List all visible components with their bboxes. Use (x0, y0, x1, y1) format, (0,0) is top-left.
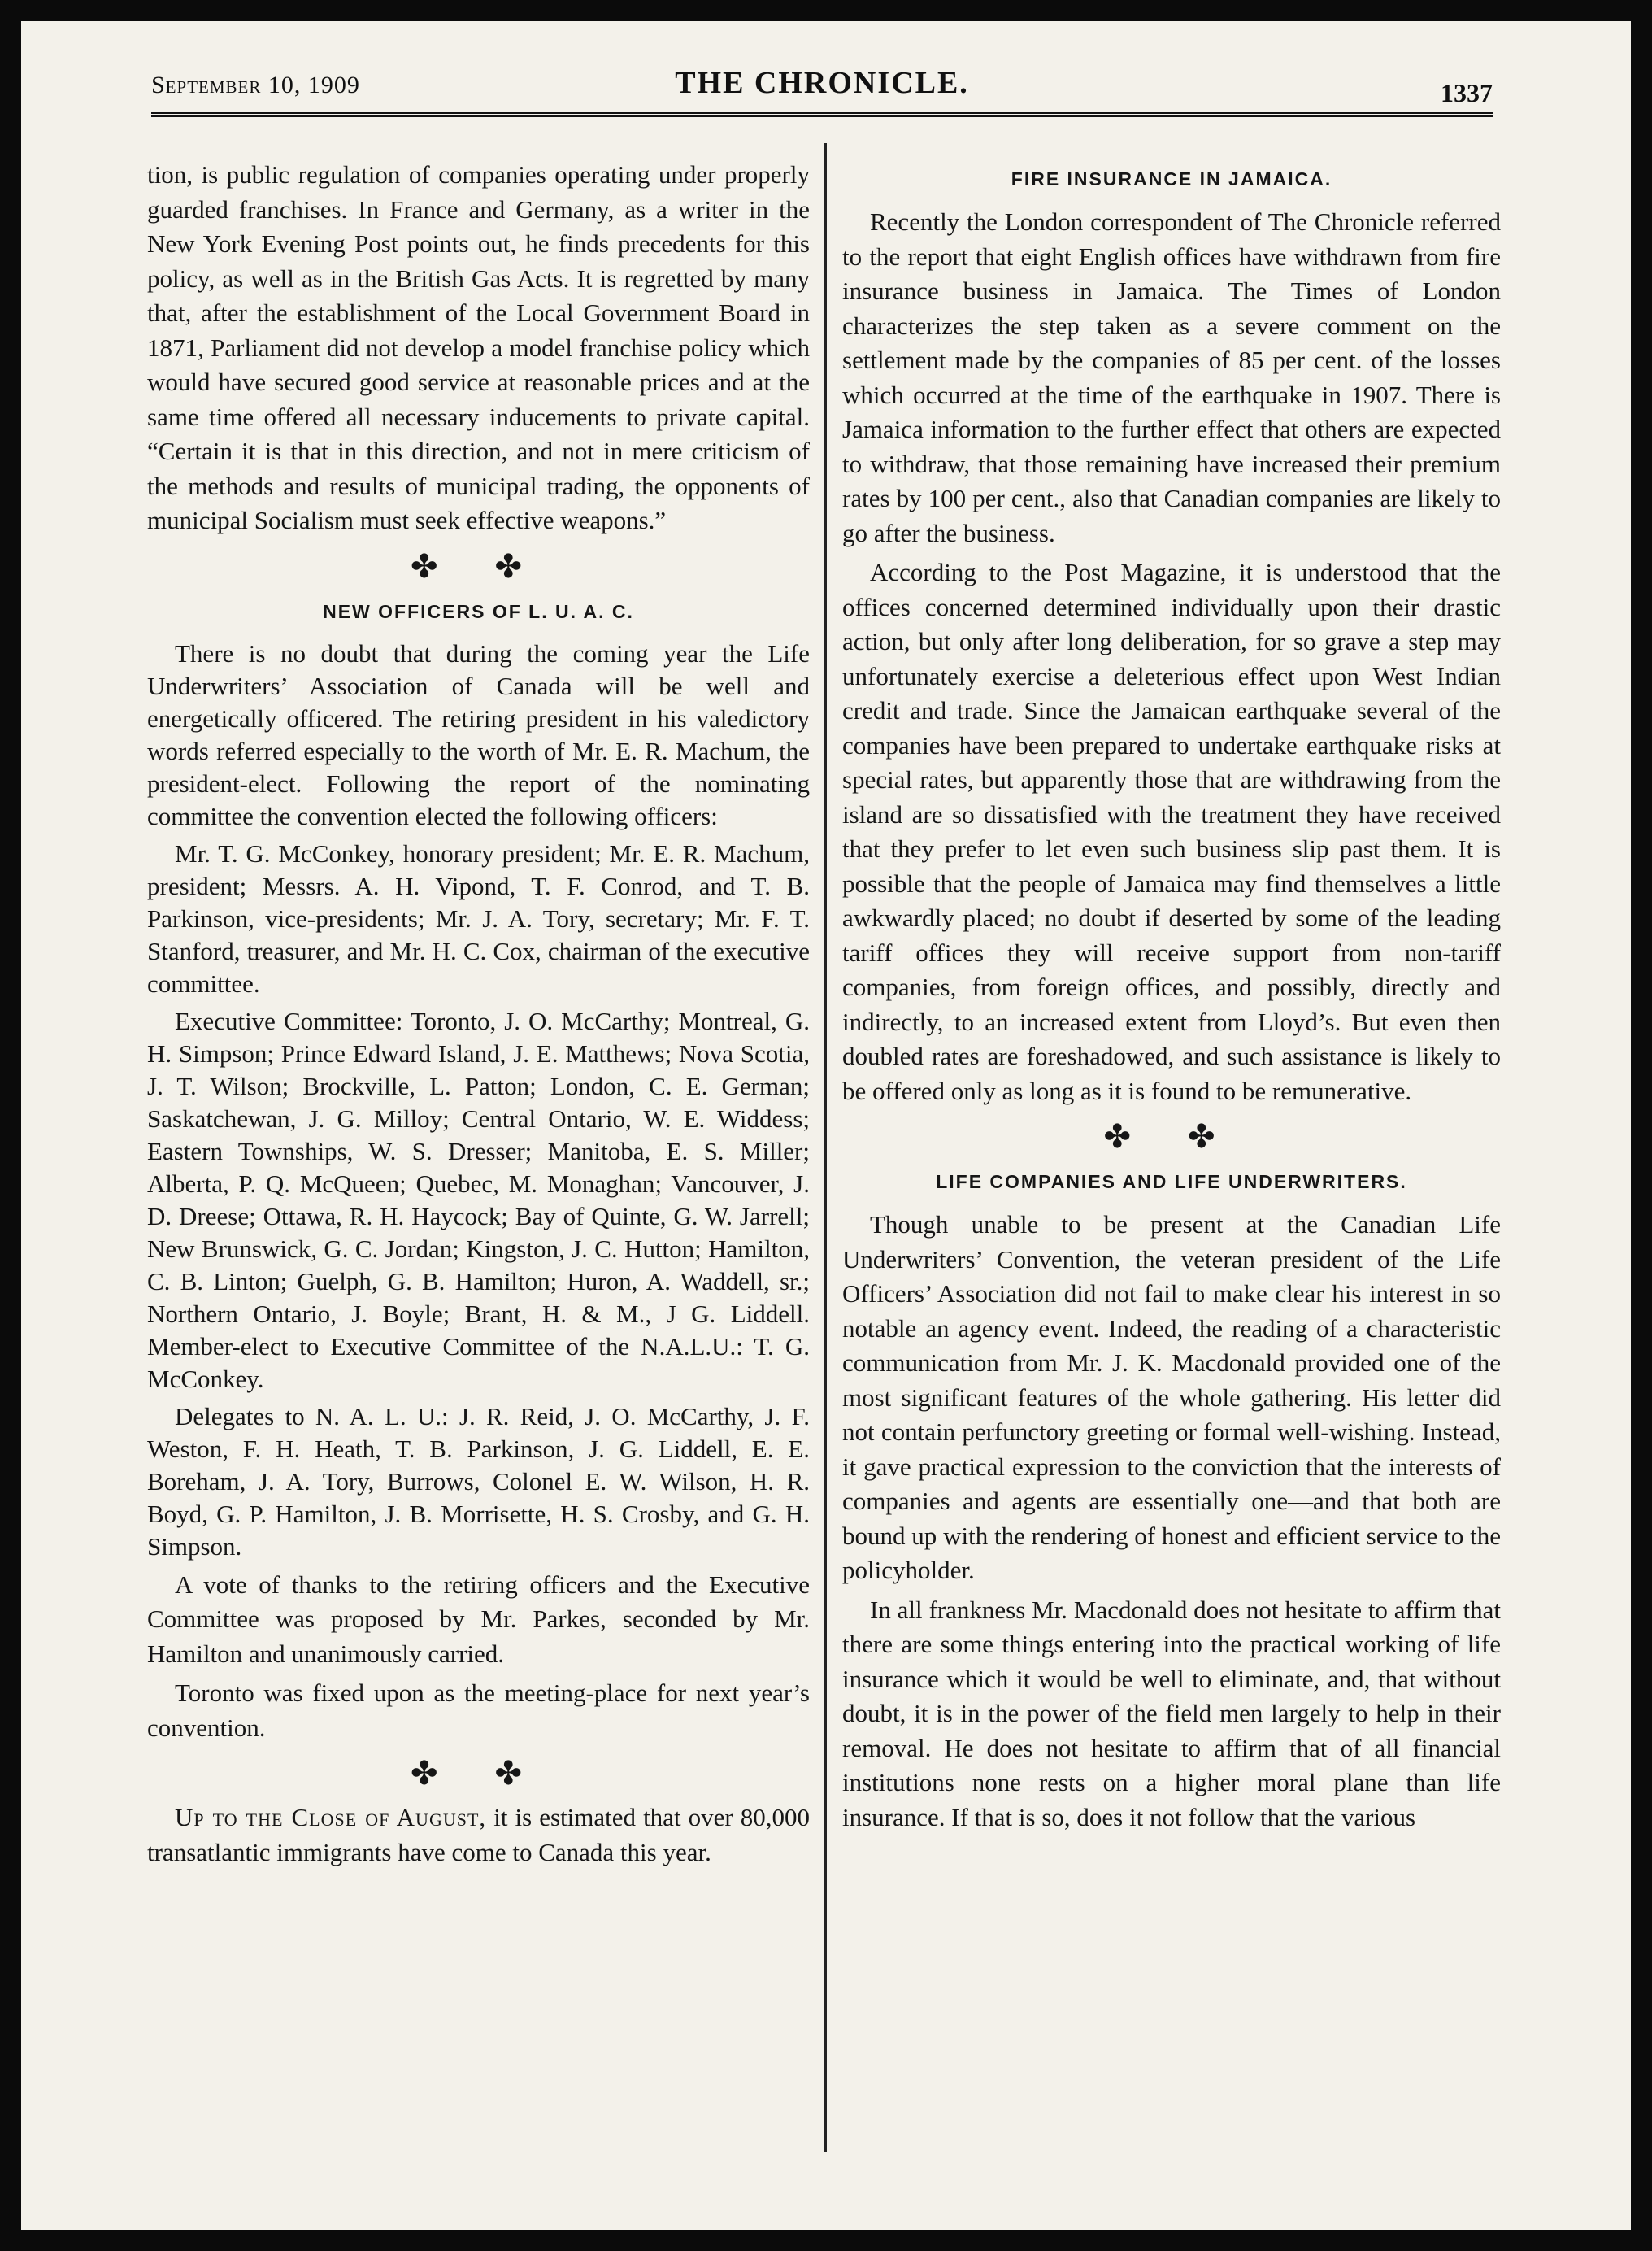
section-heading-fire-insurance: FIRE INSURANCE IN JAMAICA. (1011, 168, 1332, 189)
paragraph: Recently the London correspondent of The Chronicle referred to the report that eight English offices have withdrawn from fire insurance business in Jamaica. The Times of London characterizes the step taken as a severe comment on the settlement made by the companies of 85 per cent. of the losses which occurred at the time of the earthquake in 1907. There is Jamaica information to the further effect that others are expected to withdraw, that those remaining have increased their premium rates by 100 per cent., also that Canadian companies are likely to go after the business. (842, 207, 1501, 547)
issue-date: September 10, 1909 (151, 72, 360, 98)
right-column (842, 158, 1501, 1840)
article-continuation: tion, is public regulation of companies operating under properly guarded franchises. In France and Germany, as a writer in the New York Evening Post points out, he finds precedents for this policy, as well as in the British Gas Acts. It is regretted by many that, after the establishment of the Local Government Board in 1871, Parliament did not develop a model franchise policy which would have secured good service at reasonable prices and at the same time offered all necessary inducements to private capital. “Certain it is that in this direction, and not in mere criticism of the methods and results of municipal trading, the opponents of municipal Socialism must seek effective weapons.” (147, 160, 810, 534)
ornament-separator: ✤ ✤ (410, 1755, 547, 1792)
paragraph: Delegates to N. A. L. U.: J. R. Reid, J. O. McCarthy, J. F. Weston, F. H. Heath, T. B. Parkinson, J. G. Liddell, E. E. Boreham, J. A. Tory, Burrows, Colonel E. W. Wilson, H. R. Boyd, G. P. Hamilton, J. B. Morrisette, H. S. Crosby, and G. H. Simpson. (147, 1401, 810, 1561)
page-number: 1337 (1441, 78, 1493, 107)
new-officers-article (147, 638, 810, 1563)
ornament-separator: ✤ ✤ (410, 547, 547, 585)
paragraph: In all frankness Mr. Macdonald does not hesitate to affirm that there are some things entering into the practical working of life insurance which it would be well to eliminate, and, that without doubt, it is in the power of the field men largely to help in their removal. He does not hesitate to affirm that of all financial institutions none rests on a higher moral plane than life insurance. If that is so, does it not follow that the various (842, 1595, 1501, 1831)
column-divider (824, 143, 827, 2152)
paragraph: A vote of thanks to the retiring officers and the Executive Committee was proposed by Mr. Parkes, seconded by Mr. Hamilton and unanimously carried. (147, 1570, 810, 1668)
newspaper-page (21, 21, 1631, 2230)
publication-title: THE CHRONICLE. (675, 66, 969, 100)
page-header (151, 57, 1493, 119)
paragraph: Though unable to be present at the Canadian Life Underwriters’ Convention, the veteran president of the Life Officers’ Association did not fail to make clear his interest in so notable an agency event. Indeed, the reading of a characteristic communication from Mr. J. K. Macdonald provided one of the most significant features of the whole gathering. His letter did not contain perfunctory greeting or formal well-wishing. Instead, it gave practical expression to the conviction that the interests of companies and agents are essentially one—and that both are bound up with the rendering of honest and efficient service to the policyholder. (842, 1210, 1501, 1584)
paragraph: There is no doubt that during the coming year the Life Underwriters’ Association of Canada will be well and energetically officered. The retiring president in his valedictory words referred especially to the worth of Mr. E. R. Machum, the president-elect. Following the report of the nominating committee the convention elected the following officers: (147, 638, 810, 830)
immigration-note (147, 1800, 810, 1870)
note-text: it is estimated that over 80,000 transatlantic immigrants have come to Canada this year. (147, 1803, 810, 1866)
left-column (147, 158, 810, 1874)
paragraph: Executive Committee: Toronto, J. O. McCarthy; Montreal, G. H. Simpson; Prince Edward Island, J. E. Matthews; Nova Scotia, J. T. Wilson; Brockville, L. Patton; London, C. E. German; Saskatchewan, J. G. Milloy; Central Ontario, W. E. Widdess; Eastern Townships, W. S. Dresser; Manitoba, E. S. Miller; Alberta, P. Q. McQueen; Quebec, M. Monaghan; Vancouver, J. D. Dreese; Ottawa, R. H. Haycock; Bay of Quinte, G. W. Jarrell; New Brunswick, G. C. Jordan; Kingston, J. C. Hutton; Hamilton, C. B. Linton; Guelph, G. B. Hamilton; Huron, A. Waddell, sr.; Northern Ontario, J. Boyle; Brant, H. & M., J G. Liddell. Member-elect to Executive Committee of the N.A.L.U.: T. G. McConkey. (147, 1006, 810, 1393)
header-rule (151, 112, 1493, 117)
note-lead: Up to the Close of August, (175, 1803, 487, 1831)
section-heading-life-companies: LIFE COMPANIES AND LIFE UNDERWRITERS. (936, 1171, 1407, 1192)
paragraph: Toronto was fixed upon as the meeting-place for next year’s convention. (147, 1678, 810, 1742)
section-heading-new-officers: NEW OFFICERS OF L. U. A. C. (323, 600, 634, 622)
paragraph: Mr. T. G. McConkey, honorary president; Mr. E. R. Machum, president; Messrs. A. H. Vipond, T. F. Conrod, and T. B. Parkinson, vice-presidents; Mr. J. A. Tory, secretary; Mr. F. T. Stanford, treasurer, and Mr. H. C. Cox, chairman of the executive committee. (147, 838, 810, 998)
ornament-separator: ✤ ✤ (1103, 1118, 1240, 1155)
paragraph: According to the Post Magazine, it is understood that the offices concerned determined individually upon their drastic action, but only after long deliberation, for so grave a step may unfortunately exercise a deleterious effect upon West Indian credit and trade. Since the Jamaican earthquake several of the companies have been prepared to undertake earthquake risks at special rates, but apparently those that are withdrawing from the island are so dissatisfied with the treatment they have received that they prefer to let even such business slip past them. It is possible that the people of Jamaica may find themselves a little awkwardly placed; no doubt if deserted by some of the leading tariff offices they will receive support from non-tariff companies, from foreign offices, and possibly, directly and indirectly, to an increased extent from Lloyd’s. But even then doubled rates are foreshadowed, and such assistance is likely to be offered only as long as it is found to be remunerative. (842, 558, 1501, 1105)
